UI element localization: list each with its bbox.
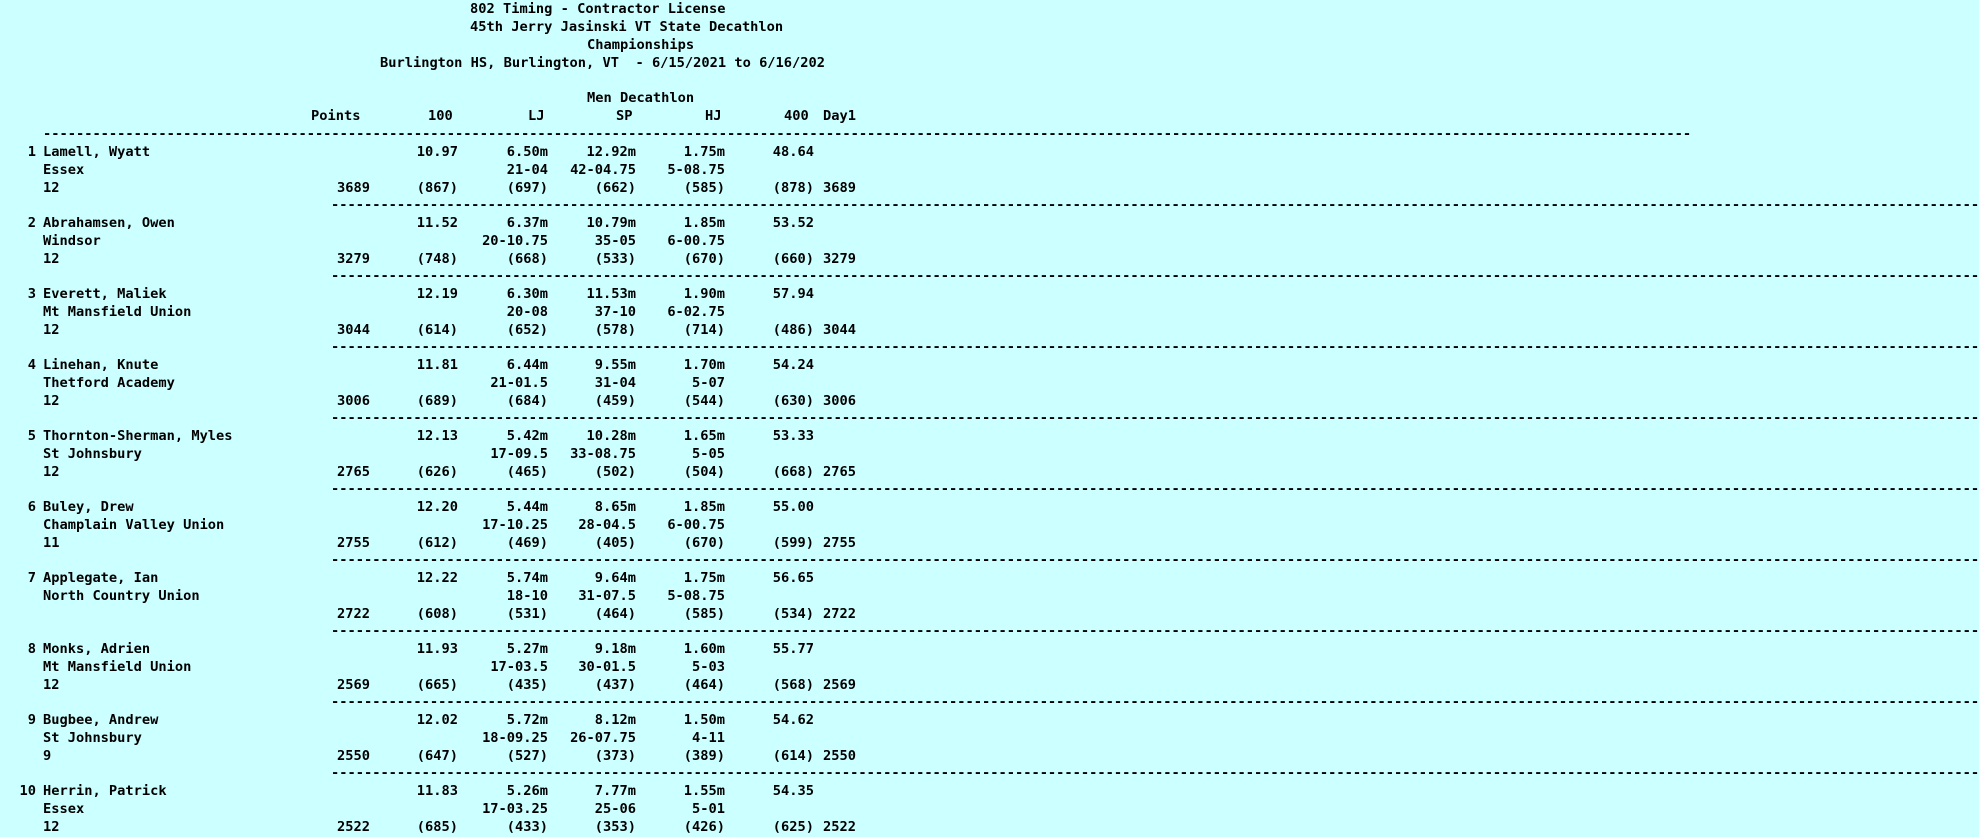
athlete-place: 10: [19, 783, 36, 799]
event-mark-imperial: 4-11: [692, 730, 725, 746]
event-mark: 5.44m: [506, 499, 548, 515]
event-score: (464): [683, 677, 725, 693]
event-mark: 9.64m: [594, 570, 636, 586]
event-mark: 5.27m: [506, 641, 548, 657]
event-mark: 11.52: [416, 215, 458, 231]
header-title: 802 Timing - Contractor License: [470, 1, 726, 17]
athlete-school: Essex: [43, 162, 85, 178]
row-separator: --------------------------------------------------------------------------------------------------------------------------------------------------------------------------------------------------------: [331, 410, 1979, 426]
event-score: (504): [683, 464, 725, 480]
athlete-place: 5: [27, 428, 36, 444]
event-mark-imperial: 6-02.75: [667, 304, 725, 320]
row-separator: --------------------------------------------------------------------------------------------------------------------------------------------------------------------------------------------------------: [331, 623, 1979, 639]
col-header-sp: SP: [616, 108, 633, 124]
event-mark: 1.75m: [683, 570, 725, 586]
event-mark-imperial: 17-03.25: [482, 801, 548, 817]
event-mark: 5.42m: [506, 428, 548, 444]
athlete-school: St Johnsbury: [43, 446, 142, 462]
athlete-points: 2722: [337, 606, 370, 622]
athlete-grade: 12: [43, 180, 60, 196]
event-score: (867): [416, 180, 458, 196]
athlete-place: 6: [27, 499, 36, 515]
event-score: (389): [683, 748, 725, 764]
event-mark: 48.64: [772, 144, 814, 160]
event-score: (469): [506, 535, 548, 551]
athlete-place: 7: [27, 570, 36, 586]
athlete-grade: 11: [43, 535, 60, 551]
athlete-school: Mt Mansfield Union: [43, 304, 192, 320]
event-mark: 1.85m: [683, 215, 725, 231]
athlete-day1-total: 2765: [823, 464, 856, 480]
event-mark: 11.93: [416, 641, 458, 657]
athlete-name: Linehan, Knute: [43, 357, 159, 373]
athlete-day1-total: 2550: [823, 748, 856, 764]
athlete-name: Buley, Drew: [43, 499, 134, 515]
athlete-name: Applegate, Ian: [43, 570, 159, 586]
event-score: (878): [772, 180, 814, 196]
event-score: (426): [683, 819, 725, 835]
athlete-grade: 12: [43, 464, 60, 480]
event-score: (353): [594, 819, 636, 835]
event-mark: 1.70m: [683, 357, 725, 373]
event-score: (486): [772, 322, 814, 338]
header-meet-name: 45th Jerry Jasinski VT State Decathlon: [470, 19, 784, 35]
athlete-name: Herrin, Patrick: [43, 783, 167, 799]
event-score: (534): [772, 606, 814, 622]
event-mark-imperial: 6-00.75: [667, 233, 725, 249]
event-mark-imperial: 5-08.75: [667, 588, 725, 604]
event-score: (668): [772, 464, 814, 480]
header-meet-name-cont: Championships: [587, 37, 695, 53]
event-mark: 1.55m: [683, 783, 725, 799]
athlete-day1-total: 3689: [823, 180, 856, 196]
event-score: (531): [506, 606, 548, 622]
event-mark-imperial: 21-04: [506, 162, 548, 178]
event-score: (714): [683, 322, 725, 338]
event-mark: 1.90m: [683, 286, 725, 302]
event-mark-imperial: 31-07.5: [578, 588, 636, 604]
event-score: (625): [772, 819, 814, 835]
event-mark: 8.12m: [594, 712, 636, 728]
row-separator: --------------------------------------------------------------------------------------------------------------------------------------------------------------------------------------------------------: [331, 694, 1979, 710]
event-score: (670): [683, 251, 725, 267]
event-mark: 57.94: [772, 286, 814, 302]
event-score: (599): [772, 535, 814, 551]
event-score: (612): [416, 535, 458, 551]
event-mark: 10.97: [416, 144, 458, 160]
athlete-grade: 9: [43, 748, 52, 764]
col-header-400: 400: [784, 108, 809, 124]
event-mark-imperial: 42-04.75: [570, 162, 636, 178]
athlete-place: 8: [27, 641, 36, 657]
event-mark-imperial: 31-04: [594, 375, 636, 391]
athlete-school: Thetford Academy: [43, 375, 175, 391]
athlete-points: 2522: [337, 819, 370, 835]
event-mark: 54.24: [772, 357, 814, 373]
event-score: (652): [506, 322, 548, 338]
athlete-points: 3689: [337, 180, 370, 196]
athlete-school: Windsor: [43, 233, 101, 249]
event-mark-imperial: 18-09.25: [482, 730, 548, 746]
event-mark-imperial: 35-05: [594, 233, 636, 249]
event-mark: 7.77m: [594, 783, 636, 799]
row-separator: --------------------------------------------------------------------------------------------------------------------------------------------------------------------------------------------------------: [43, 126, 1692, 142]
event-mark-imperial: 18-10: [506, 588, 548, 604]
event-mark: 53.33: [772, 428, 814, 444]
event-mark: 54.62: [772, 712, 814, 728]
athlete-school: Essex: [43, 801, 85, 817]
event-mark-imperial: 5-03: [692, 659, 725, 675]
event-score: (502): [594, 464, 636, 480]
event-score: (433): [506, 819, 548, 835]
event-score: (748): [416, 251, 458, 267]
event-mark-imperial: 5-05: [692, 446, 725, 462]
athlete-place: 2: [27, 215, 36, 231]
event-mark: 11.83: [416, 783, 458, 799]
event-score: (697): [506, 180, 548, 196]
col-header-100: 100: [428, 108, 453, 124]
event-score: (608): [416, 606, 458, 622]
event-mark: 6.37m: [506, 215, 548, 231]
athlete-place: 1: [27, 144, 36, 160]
event-mark: 55.77: [772, 641, 814, 657]
event-score: (665): [416, 677, 458, 693]
col-header-day1: Day1: [823, 108, 856, 124]
event-score: (585): [683, 180, 725, 196]
athlete-grade: 12: [43, 819, 60, 835]
header-venue-dates: Burlington HS, Burlington, VT - 6/15/2021 to 6/16/202: [380, 55, 825, 71]
athlete-points: 3006: [337, 393, 370, 409]
athlete-grade: 12: [43, 393, 60, 409]
event-mark-imperial: 17-09.5: [490, 446, 548, 462]
athlete-place: 4: [27, 357, 36, 373]
event-mark: 12.19: [416, 286, 458, 302]
event-mark-imperial: 25-06: [594, 801, 636, 817]
event-mark: 54.35: [772, 783, 814, 799]
event-mark: 5.26m: [506, 783, 548, 799]
event-score: (630): [772, 393, 814, 409]
athlete-name: Thornton-Sherman, Myles: [43, 428, 233, 444]
athlete-name: Abrahamsen, Owen: [43, 215, 175, 231]
event-score: (437): [594, 677, 636, 693]
event-score: (578): [594, 322, 636, 338]
event-score: (685): [416, 819, 458, 835]
event-mark: 1.75m: [683, 144, 725, 160]
event-mark: 1.85m: [683, 499, 725, 515]
row-separator: --------------------------------------------------------------------------------------------------------------------------------------------------------------------------------------------------------: [331, 268, 1979, 284]
event-mark: 1.60m: [683, 641, 725, 657]
row-separator: --------------------------------------------------------------------------------------------------------------------------------------------------------------------------------------------------------: [331, 765, 1979, 781]
event-mark: 53.52: [772, 215, 814, 231]
event-mark: 55.00: [772, 499, 814, 515]
event-mark-imperial: 26-07.75: [570, 730, 636, 746]
athlete-day1-total: 3279: [823, 251, 856, 267]
athlete-place: 3: [27, 286, 36, 302]
athlete-name: Everett, Maliek: [43, 286, 167, 302]
event-mark-imperial: 21-01.5: [490, 375, 548, 391]
event-mark-imperial: 17-10.25: [482, 517, 548, 533]
athlete-grade: 12: [43, 322, 60, 338]
row-separator: --------------------------------------------------------------------------------------------------------------------------------------------------------------------------------------------------------: [331, 197, 1979, 213]
athlete-points: 2755: [337, 535, 370, 551]
event-mark-imperial: 37-10: [594, 304, 636, 320]
event-mark: 12.92m: [586, 144, 636, 160]
athlete-school: Mt Mansfield Union: [43, 659, 192, 675]
athlete-points: 3279: [337, 251, 370, 267]
athlete-school: St Johnsbury: [43, 730, 142, 746]
event-mark: 11.81: [416, 357, 458, 373]
event-mark: 1.50m: [683, 712, 725, 728]
event-score: (459): [594, 393, 636, 409]
event-mark-imperial: 28-04.5: [578, 517, 636, 533]
event-mark: 10.28m: [586, 428, 636, 444]
event-score: (527): [506, 748, 548, 764]
event-score: (662): [594, 180, 636, 196]
row-separator: --------------------------------------------------------------------------------------------------------------------------------------------------------------------------------------------------------: [331, 481, 1979, 497]
event-score: (668): [506, 251, 548, 267]
event-score: (689): [416, 393, 458, 409]
athlete-points: 2569: [337, 677, 370, 693]
athlete-name: Bugbee, Andrew: [43, 712, 159, 728]
event-mark: 11.53m: [586, 286, 636, 302]
athlete-name: Lamell, Wyatt: [43, 144, 151, 160]
col-header-points: Points: [311, 108, 361, 124]
event-mark: 9.55m: [594, 357, 636, 373]
event-mark: 12.13: [416, 428, 458, 444]
event-mark: 12.02: [416, 712, 458, 728]
athlete-name: Monks, Adrien: [43, 641, 151, 657]
athlete-day1-total: 2569: [823, 677, 856, 693]
event-mark: 1.65m: [683, 428, 725, 444]
event-score: (465): [506, 464, 548, 480]
col-header-lj: LJ: [528, 108, 545, 124]
athlete-day1-total: 2722: [823, 606, 856, 622]
athlete-grade: 12: [43, 677, 60, 693]
event-mark-imperial: 17-03.5: [490, 659, 548, 675]
athlete-grade: 12: [43, 251, 60, 267]
event-mark-imperial: 6-00.75: [667, 517, 725, 533]
event-mark: 10.79m: [586, 215, 636, 231]
event-score: (626): [416, 464, 458, 480]
event-mark-imperial: 33-08.75: [570, 446, 636, 462]
athlete-school: Champlain Valley Union: [43, 517, 225, 533]
event-score: (585): [683, 606, 725, 622]
athlete-day1-total: 2755: [823, 535, 856, 551]
event-mark: 12.20: [416, 499, 458, 515]
event-score: (614): [772, 748, 814, 764]
athlete-points: 3044: [337, 322, 370, 338]
athlete-points: 2765: [337, 464, 370, 480]
event-mark: 5.72m: [506, 712, 548, 728]
event-mark: 6.44m: [506, 357, 548, 373]
event-mark: 12.22: [416, 570, 458, 586]
event-mark-imperial: 20-10.75: [482, 233, 548, 249]
event-score: (405): [594, 535, 636, 551]
event-mark-imperial: 5-01: [692, 801, 725, 817]
event-mark: 9.18m: [594, 641, 636, 657]
event-score: (544): [683, 393, 725, 409]
athlete-place: 9: [27, 712, 36, 728]
athlete-day1-total: 2522: [823, 819, 856, 835]
athlete-school: North Country Union: [43, 588, 200, 604]
athlete-day1-total: 3006: [823, 393, 856, 409]
event-score: (684): [506, 393, 548, 409]
event-score: (464): [594, 606, 636, 622]
event-title: Men Decathlon: [587, 90, 695, 106]
event-mark-imperial: 30-01.5: [578, 659, 636, 675]
col-header-hj: HJ: [705, 108, 722, 124]
row-separator: --------------------------------------------------------------------------------------------------------------------------------------------------------------------------------------------------------: [331, 552, 1979, 568]
event-mark-imperial: 5-07: [692, 375, 725, 391]
event-score: (373): [594, 748, 636, 764]
event-mark-imperial: 5-08.75: [667, 162, 725, 178]
event-score: (435): [506, 677, 548, 693]
row-separator: --------------------------------------------------------------------------------------------------------------------------------------------------------------------------------------------------------: [331, 339, 1979, 355]
event-score: (660): [772, 251, 814, 267]
event-mark: 56.65: [772, 570, 814, 586]
event-mark: 6.30m: [506, 286, 548, 302]
athlete-points: 2550: [337, 748, 370, 764]
event-mark-imperial: 20-08: [506, 304, 548, 320]
event-mark: 6.50m: [506, 144, 548, 160]
athlete-day1-total: 3044: [823, 322, 856, 338]
event-mark: 8.65m: [594, 499, 636, 515]
event-mark: 5.74m: [506, 570, 548, 586]
event-score: (647): [416, 748, 458, 764]
event-score: (533): [594, 251, 636, 267]
event-score: (614): [416, 322, 458, 338]
event-score: (568): [772, 677, 814, 693]
event-score: (670): [683, 535, 725, 551]
